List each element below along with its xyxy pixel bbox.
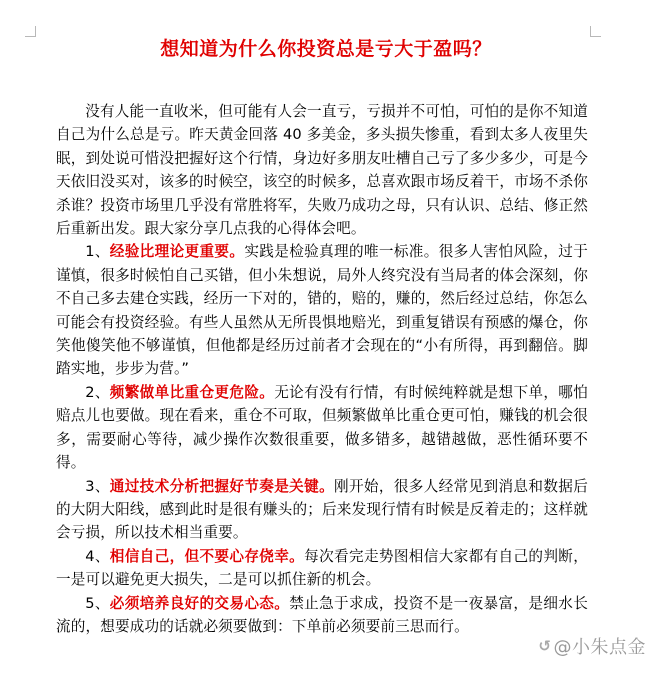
point-number: 2、 <box>85 383 110 401</box>
document-body <box>56 100 588 638</box>
point-paragraph <box>56 240 588 380</box>
point-body: 实践是检验真理的唯一标准。很多人害怕风险，过于谨慎，很多时候怕自己买错，但小朱想说，局外人终究没有当局者的体会深刻，你不自己多去建仓实践，经历一下对的，错的，赔的，赚的，然后经过总结，你怎么可能会有投资经验。有些人虽然从无所畏惧地赔光，到重复错误有预感的爆仓，你笑他傻笑他不够谨慎，但他都是经历过前者才会现在的“小有所得，再到翻倍。脚踏实地，步步为营。” <box>56 243 588 378</box>
point-heading: 相信自己，但不要心存侥幸。 <box>109 547 305 565</box>
point-heading: 频繁做单比重仓更危险。 <box>109 383 275 401</box>
watermark-text: @小朱点金 <box>553 637 646 658</box>
point-body: 无论有没有行情，有时候纯粹就是想下单，哪怕赔点儿也要做。现在看来，重仓不可取，但频繁做单比重仓更可怕，赚钱的机会很多，需要耐心等待，减少操作次数很重要，做多错多，越错越做，恶性循环要不得。 <box>56 383 588 472</box>
point-paragraph <box>56 545 588 592</box>
point-body: 禁止急于求成，投资不是一夜暴富，是细水长流的，想要成功的话就必须要做到：下单前必须要前三思而行。 <box>56 594 588 635</box>
point-number: 4、 <box>85 547 110 565</box>
point-paragraph <box>56 381 588 475</box>
point-paragraph <box>56 475 588 545</box>
point-body: 每次看完走势图相信大家都有自己的判断，一是可以避免更大损失，二是可以抓住新的机会。 <box>56 547 588 589</box>
point-heading: 经验比理论更重要。 <box>109 243 245 261</box>
point-heading: 必须培养良好的交易心态。 <box>109 594 290 612</box>
watermark-logo-icon: ↺ <box>538 637 552 655</box>
intro-paragraph: 没有人能一直收米，但可能有人会一直亏，亏损并不可怕，可怕的是你不知道自己为什么总是亏。昨天黄金回落 40 多美金，多头损失惨重，看到太多人夜里失眠，到处说可惜没把握好这个行情，身边好多朋友吐槽自己亏了多少多少，可是今天依旧没买对，该多的时候空，该空的时候多，总喜欢跟市场反着干，市场不杀你杀谁？投资市场里几乎没有常胜将军，失败乃成功之母，只有认识、总结、修正然后重新出发。跟大家分享几点我的心得体会吧。 <box>56 103 588 238</box>
point-body: 刚开始，很多人经常见到消息和数据后的大阴大阳线，感到此时是很有赚头的；后来发现行情有时候是反着走的；这样就会亏损，所以技术相当重要。 <box>56 477 588 542</box>
document-title: 想知道为什么你投资总是亏大于盈吗？ <box>160 38 492 60</box>
point-heading: 通过技术分析把握好节奏是关键。 <box>109 477 335 495</box>
point-number: 3、 <box>85 477 110 495</box>
watermark <box>538 633 646 659</box>
point-number: 5、 <box>85 594 110 612</box>
point-number: 1、 <box>85 243 110 261</box>
point-paragraph <box>56 592 588 639</box>
